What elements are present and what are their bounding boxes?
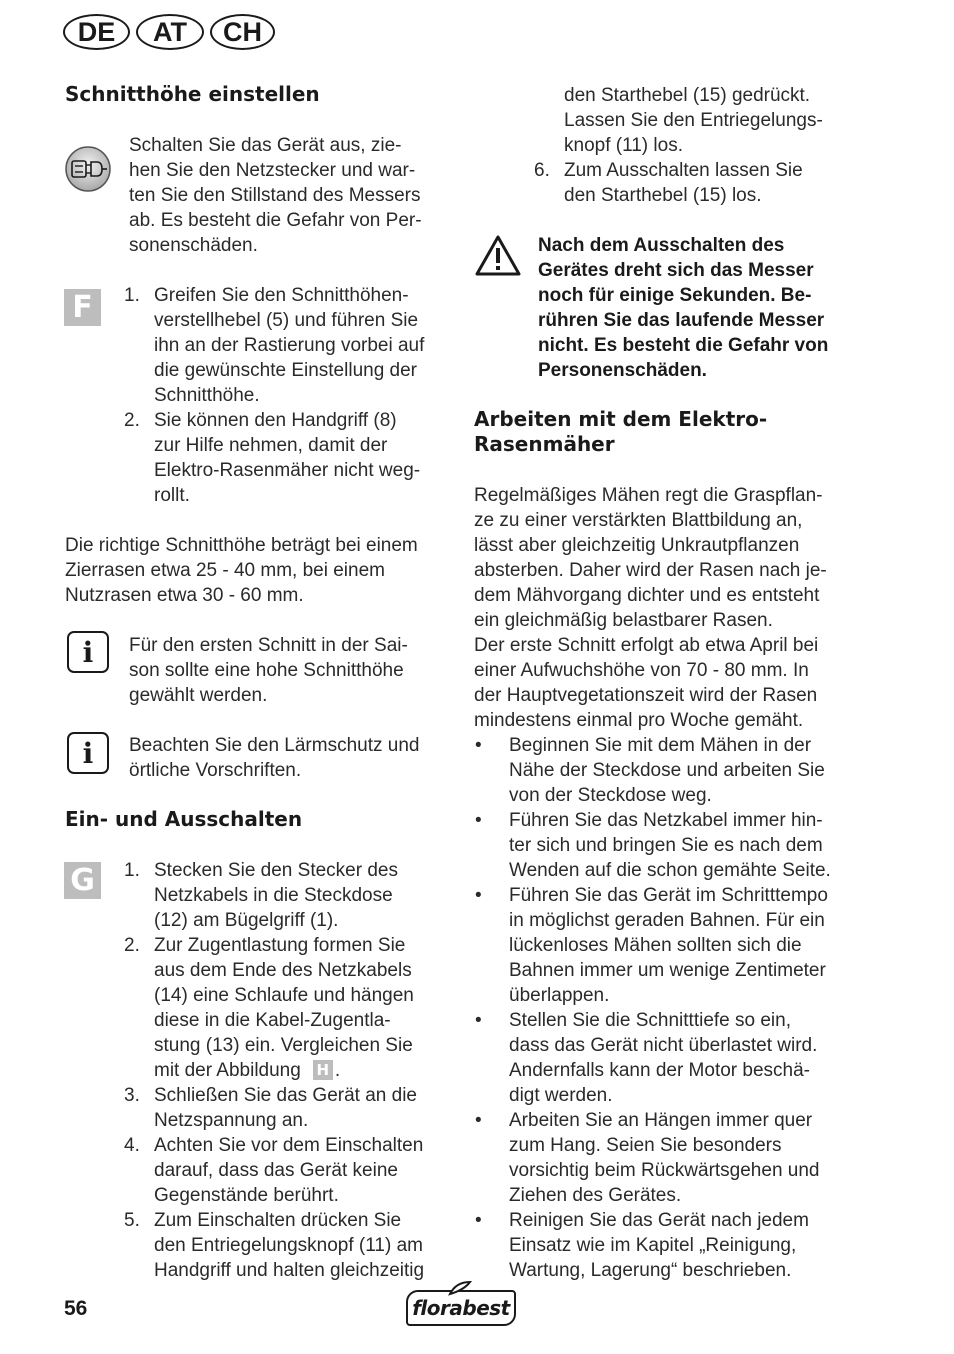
section-heading-working: Arbeiten mit dem Elektro- Rasenmäher: [474, 407, 768, 456]
section-heading-switching: Ein- und Ausschalten: [65, 807, 303, 831]
blade-warning-text: Nach dem Ausschalten des Gerätes dreht sich das Messer noch für einige Sekunden. Be- rühren Sie das laufende Messer nicht. Es besteht die Gefahr von Personenschäden.: [538, 235, 829, 381]
unplug-warning-text: Schalten Sie das Gerät aus, zie- hen Sie den Netzstecker und war- ten Sie den Stillstand des Messers ab. Es besteht die Gefahr von Per- sonenschäden.: [129, 135, 422, 256]
unplug-icon: [64, 145, 112, 193]
page-number: 56: [64, 1297, 88, 1320]
leaf-icon: [448, 1280, 472, 1296]
cutting-height-note: Die richtige Schnitthöhe beträgt bei einem Zierrasen etwa 25 - 40 mm, bei einem Nutzrasen etwa 30 - 60 mm.: [65, 535, 418, 606]
figure-badge-f: F: [64, 289, 101, 326]
working-intro-text: Regelmäßiges Mähen regt die Graspflan- ze zu einer verstärkten Blattbildung an, lässt aber gleichzeitig Unkrautpflanzen absterben. Daher wird der Rasen nach je- dem Mähvorgang dichter und es entsteht ein gleichmäßig belastbarer Rasen. Der erste Schnitt erfolgt ab etwa April bei einer Aufwuchshöhe von 70 - 80 mm. In der Hauptvegetationszeit wird der Rasen mindestens einmal pro Woche gemäht.: [474, 485, 827, 731]
info-text-noise: Beachten Sie den Lärmschutz und örtliche Vorschriften.: [129, 735, 420, 781]
logo-text: florabest: [412, 1296, 510, 1320]
info-icon: i: [67, 631, 109, 673]
info-icon: i: [67, 732, 109, 774]
figure-badge-g: G: [64, 862, 101, 899]
warning-triangle-icon: [474, 234, 522, 278]
country-badge-ch: CH: [210, 14, 275, 50]
country-badge-at: AT: [136, 14, 204, 50]
section-heading-cutting-height: Schnitthöhe einstellen: [65, 82, 320, 106]
figure-badge-h: H: [313, 1060, 333, 1080]
brand-logo: [406, 1290, 516, 1326]
step5-continued: den Starthebel (15) gedrückt. Lassen Sie den Entriegelungs- knopf (11) los.: [564, 85, 823, 156]
info-text-first-cut: Für den ersten Schnitt in der Sai- son sollte eine hohe Schnitthöhe gewählt werden.: [129, 635, 408, 706]
country-badge-de: DE: [63, 14, 130, 50]
